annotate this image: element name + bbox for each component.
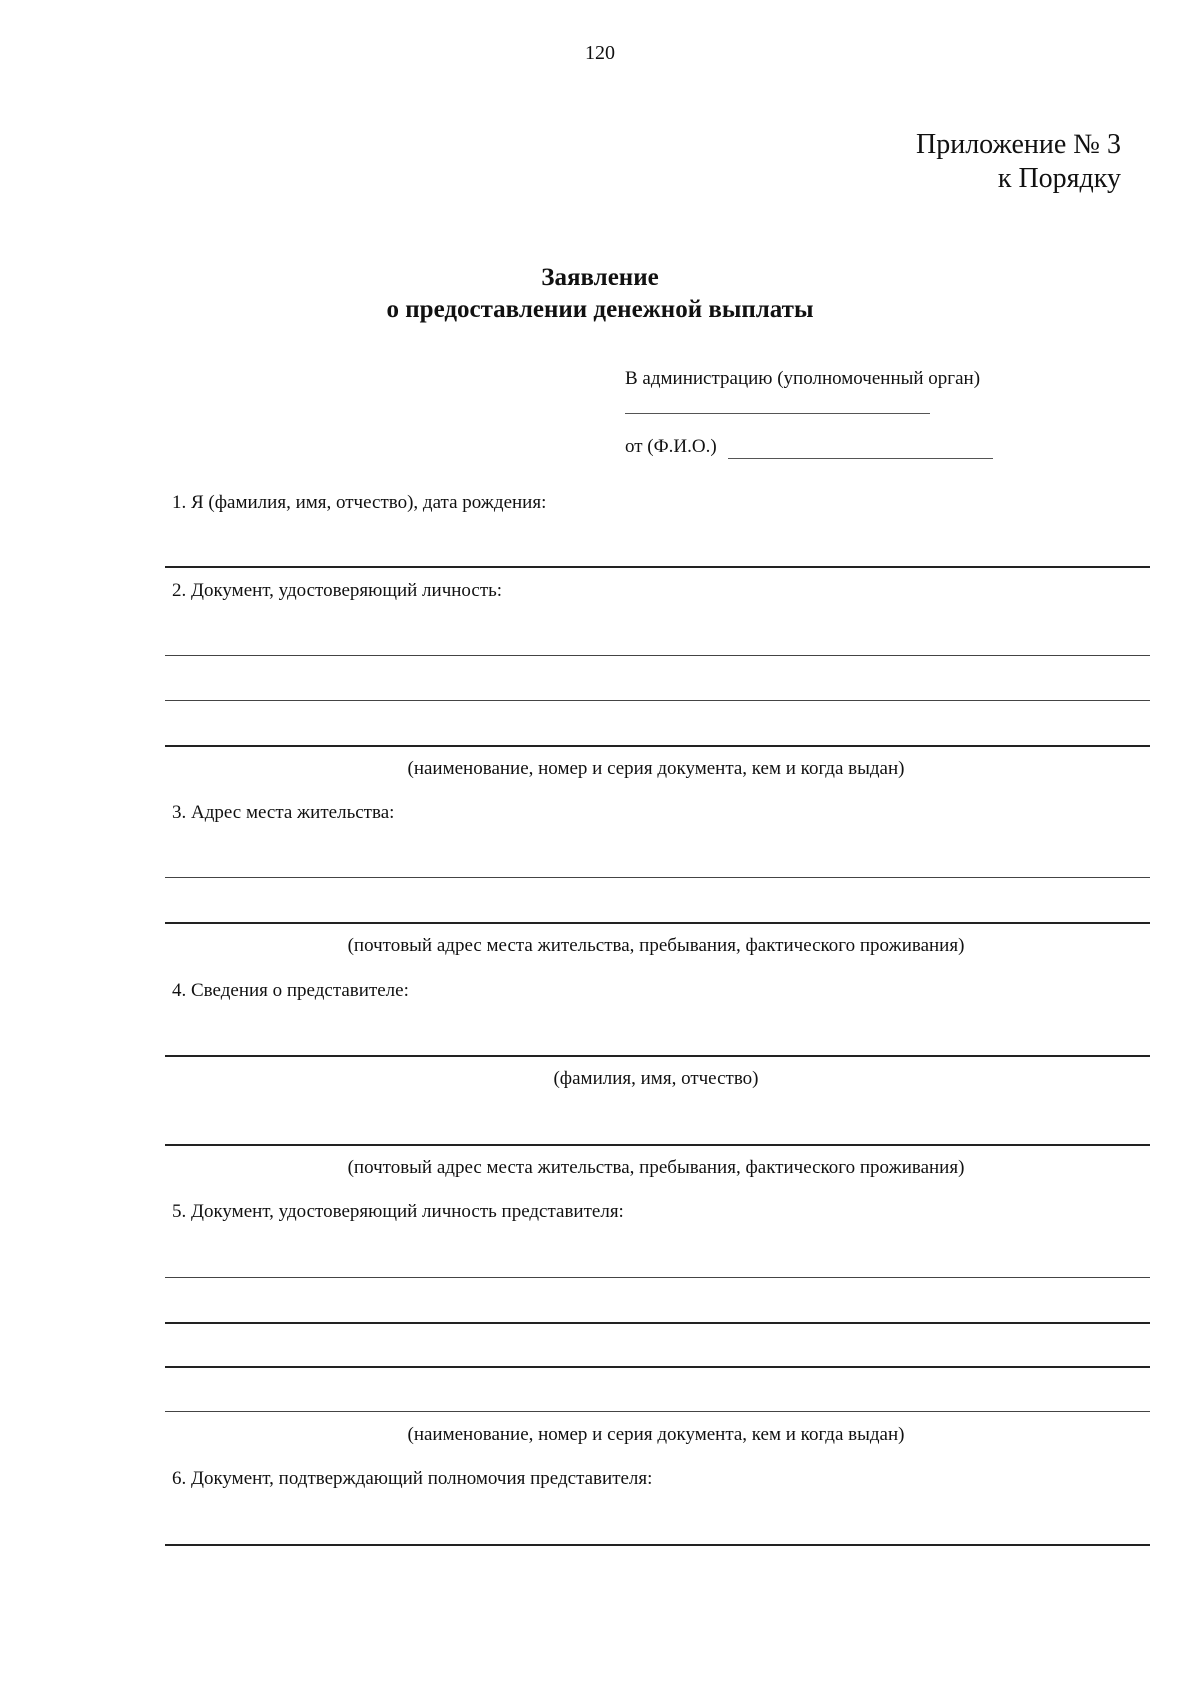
appendix-reference: [916, 128, 1121, 196]
item-4-label: 4. Сведения о представителе:: [172, 980, 409, 1001]
page-number: 120: [585, 42, 615, 64]
item-5-line-1: [165, 1277, 1150, 1278]
addressee-label: В администрацию (уполномоченный орган): [625, 368, 981, 389]
title-line-2: о предоставлении денежной выплаты: [386, 296, 814, 323]
item-5-label: 5. Документ, удостоверяющий личность представителя:: [172, 1201, 624, 1222]
item-2-line-3: [165, 745, 1150, 747]
item-4-hint-name: (фамилия, имя, отчество): [553, 1068, 759, 1089]
item-5-hint: (наименование, номер и серия документа, кем и когда выдан): [407, 1424, 905, 1445]
item-3-line-2: [165, 922, 1150, 924]
item-3-hint: (почтовый адрес места жительства, пребывания, фактического проживания): [347, 935, 965, 956]
item-3-line-1: [165, 877, 1150, 878]
item-3-label: 3. Адрес места жительства:: [172, 802, 395, 823]
item-2-line-2: [165, 700, 1150, 701]
item-5-line-3: [165, 1366, 1150, 1368]
title-line-1: Заявление: [541, 264, 659, 291]
item-2-line-1: [165, 655, 1150, 656]
appendix-target: к Порядку: [997, 163, 1121, 194]
item-4-line-1: [165, 1055, 1150, 1057]
document-title: [0, 262, 1200, 326]
item-2-hint: (наименование, номер и серия документа, кем и когда выдан): [407, 758, 905, 779]
item-4-hint-address: (почтовый адрес места жительства, пребывания, фактического проживания): [347, 1157, 965, 1178]
addressee-line: [625, 413, 930, 414]
appendix-number: Приложение № 3: [916, 129, 1121, 160]
item-1-label: 1. Я (фамилия, имя, отчество), дата рождения:: [172, 492, 547, 513]
item-2-label: 2. Документ, удостоверяющий личность:: [172, 580, 503, 601]
item-4-line-2: [165, 1144, 1150, 1146]
from-label: от (Ф.И.О.): [625, 436, 717, 457]
from-line: [728, 458, 993, 459]
item-5-line-2: [165, 1322, 1150, 1324]
item-1-line: [165, 566, 1150, 568]
item-6-line: [165, 1544, 1150, 1546]
item-6-label: 6. Документ, подтверждающий полномочия представителя:: [172, 1468, 653, 1489]
item-5-line-4: [165, 1411, 1150, 1412]
